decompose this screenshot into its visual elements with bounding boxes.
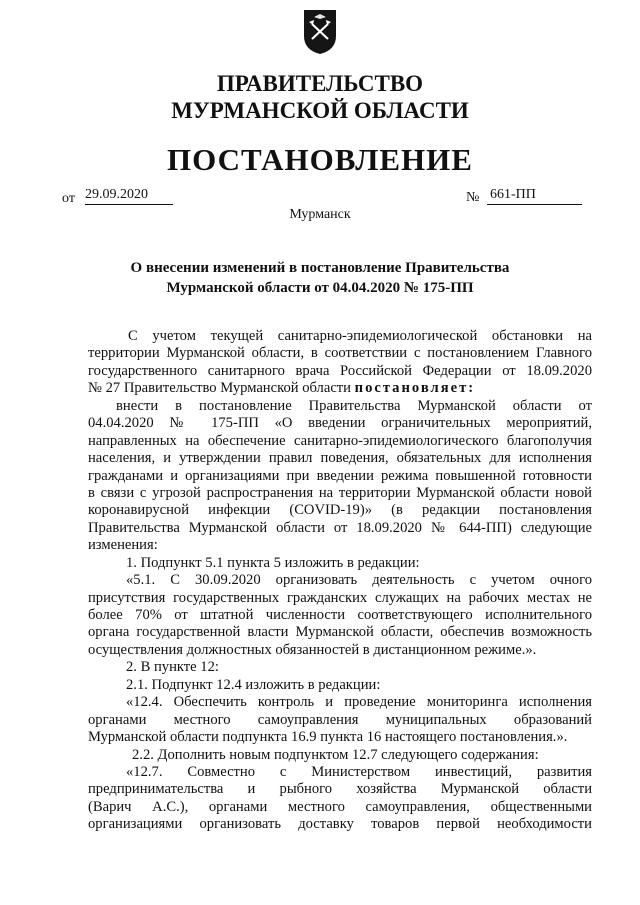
body-line: органами местного самоуправления муниципальных образований <box>88 711 592 728</box>
body-line: территории Мурманской области, в соответствии с постановлением Главного <box>88 345 592 362</box>
number-prefix: № <box>466 190 480 205</box>
body-line: 2. В пункте 12: <box>126 659 219 676</box>
body-line: населения, и утверждении правил поведения, обязательных для исполнения <box>88 450 592 467</box>
body-line: С учетом текущей санитарно-эпидемиологической обстановки на <box>128 328 592 344</box>
body-line: 2.1. Подпункт 12.4 изложить в редакции: <box>126 676 381 693</box>
coat-of-arms-emblem <box>300 6 340 56</box>
body-line: органа государственной власти Мурманской области, обеспечив возможность <box>88 624 592 641</box>
body-line: «12.4. Обеспечить контроль и проведение мониторинга исполнения <box>126 694 592 711</box>
body-line: более 70% от штатной численности соответствующего исполнительного <box>88 607 592 623</box>
document-number: 661-ПП <box>487 186 582 205</box>
body-line: (Варич А.С.), органами местного самоуправления, общественными <box>88 798 592 815</box>
body-line <box>88 380 592 397</box>
body-line: 1. Подпункт 5.1 пункта 5 изложить в редакции: <box>126 554 420 571</box>
body-line-text: № 27 Правительство Мурманской области <box>88 380 351 397</box>
body-line: внести в постановление Правительства Мурманской области от <box>116 397 592 414</box>
government-title-line2: МУРМАНСКОЙ ОБЛАСТИ <box>171 98 469 123</box>
document-body <box>88 328 592 834</box>
body-line: «5.1. С 30.09.2020 организовать деятельность с учетом очного <box>126 572 592 589</box>
body-line: гражданами и организациями при введении режима повышенной готовности <box>88 467 592 484</box>
body-line: 04.04.2020 № 175-ПП «О введении ограничительных мероприятий, <box>88 415 592 432</box>
body-line: организациями организовать доставку товаров первой необходимости <box>88 816 592 833</box>
document-type-title: ПОСТАНОВЛЕНИЕ <box>167 142 473 177</box>
body-line: Мурманской области подпункта 16.9 пункта 16 настоящего постановления.». <box>88 729 568 746</box>
body-line: предпринимательства и рыбного хозяйства Мурманской области <box>88 781 592 798</box>
subject-line2: Мурманской области от 04.04.2020 № 175-ПП <box>166 280 474 296</box>
body-line: осуществления должностных обязанностей в дистанционном режиме.». <box>88 641 537 658</box>
document-date: 29.09.2020 <box>85 186 173 205</box>
subject-line1: О внесении изменений в постановление Правительства <box>130 260 510 276</box>
body-line: в связи с угрозой распространения на территории Мурманской области новой <box>88 484 592 501</box>
body-line: коронавирусной инфекции (COVID-19)» (в редакции постановления <box>88 502 592 519</box>
body-line: «12.7. Совместно с Министерством инвестиций, развития <box>126 763 592 780</box>
body-line: изменения: <box>88 537 158 554</box>
body-line: Правительства Мурманской области от 18.09.2020 № 644-ПП) следующие <box>88 519 592 536</box>
government-title-line1: ПРАВИТЕЛЬСТВО <box>216 71 424 96</box>
body-line: направленных на обеспечение санитарно-эпидемиологического благополучия <box>88 432 592 449</box>
body-line: присутствия государственных гражданских служащих на рабочих местах не <box>88 589 592 606</box>
body-line: государственного санитарного врача Российской Федерации от 18.09.2020 <box>88 362 592 379</box>
date-prefix: от <box>62 191 75 206</box>
body-line: 2.2. Дополнить новым подпунктом 12.7 следующего содержания: <box>132 746 539 763</box>
decree-word: постановляет: <box>354 380 476 397</box>
city: Мурманск <box>289 207 351 222</box>
